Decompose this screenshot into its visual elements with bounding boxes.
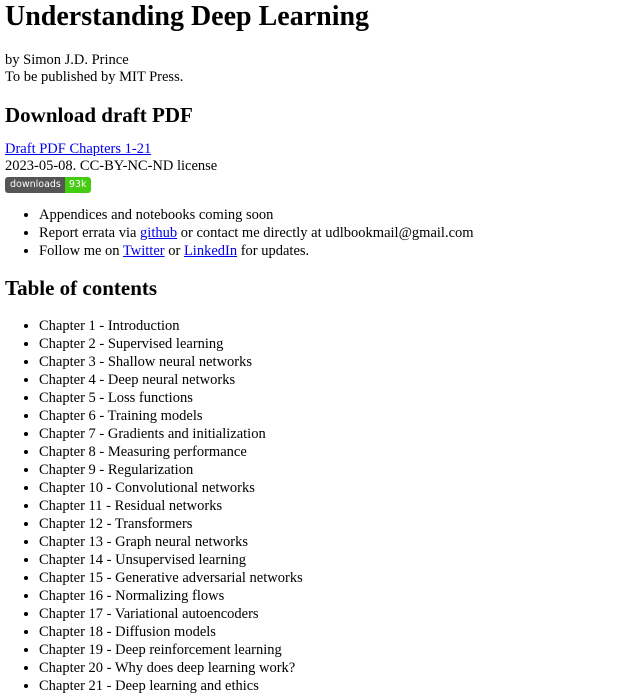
chapter-item: • Chapter 13 - Graph neural networks: [39, 533, 634, 551]
chapter-item: • Chapter 15 - Generative adversarial networks: [39, 569, 634, 587]
chapter-item: • Chapter 20 - Why does deep learning work?: [39, 659, 634, 677]
twitter-link[interactable]: Twitter: [122, 243, 165, 259]
errata-text: Report errata via: [39, 225, 141, 241]
chapter-item: • Chapter 5 - Loss functions: [39, 389, 634, 407]
draft-pdf-link[interactable]: Draft PDF Chapters 1-21: [5, 141, 152, 157]
chapter-item: • Chapter 7 - Gradients and initialization: [39, 425, 634, 443]
chapter-item: • Chapter 21 - Deep learning and ethics: [39, 677, 634, 695]
follow-text: Follow me on: [39, 243, 123, 259]
chapter-item: • Chapter 12 - Transformers: [39, 515, 634, 533]
chapter-item: • Chapter 2 - Supervised learning: [39, 335, 634, 353]
downloads-badge: [5, 177, 91, 193]
chapter-item: • Chapter 8 - Measuring performance: [39, 443, 634, 461]
downloads-badge-label: downloads: [5, 177, 65, 193]
chapter-item: • Chapter 4 - Deep neural networks: [39, 371, 634, 389]
byline: [5, 52, 634, 86]
toc-heading: Table of contents: [5, 276, 158, 300]
chapter-list: [5, 317, 634, 695]
github-link[interactable]: github: [140, 225, 178, 241]
chapter-item: • Chapter 16 - Normalizing flows: [39, 587, 634, 605]
contact-text: or contact me directly at udlbookmail@gmail.com: [177, 225, 474, 241]
appendices-note: Appendices and notebooks coming soon: [39, 207, 274, 223]
chapter-item: • Chapter 18 - Diffusion models: [39, 623, 634, 641]
chapter-item: • Chapter 3 - Shallow neural networks: [39, 353, 634, 371]
author-line: by Simon J.D. Prince: [5, 52, 129, 68]
chapter-item: • Chapter 11 - Residual networks: [39, 497, 634, 515]
chapter-item: • Chapter 19 - Deep reinforcement learning: [39, 641, 634, 659]
publisher-line: To be published by MIT Press.: [5, 69, 184, 85]
list-item: [39, 224, 634, 242]
download-block: [5, 141, 634, 193]
notes-list: [5, 206, 634, 260]
chapter-item: • Chapter 17 - Variational autoencoders: [39, 605, 634, 623]
chapter-item: • Chapter 9 - Regularization: [39, 461, 634, 479]
list-item: [39, 242, 634, 260]
date-license: 2023-05-08. CC-BY-NC-ND license: [5, 158, 218, 174]
chapter-item: • Chapter 1 - Introduction: [39, 317, 634, 335]
page-title: Understanding Deep Learning: [5, 1, 370, 32]
chapter-item: • Chapter 10 - Convolutional networks: [39, 479, 634, 497]
linkedin-link[interactable]: LinkedIn: [183, 243, 238, 259]
or-text: or: [164, 243, 184, 259]
download-heading: Download draft PDF: [5, 103, 193, 127]
list-item: [39, 206, 634, 224]
updates-text: for updates.: [237, 243, 310, 259]
chapter-item: • Chapter 6 - Training models: [39, 407, 634, 425]
chapter-item: • Chapter 14 - Unsupervised learning: [39, 551, 634, 569]
downloads-badge-value: 93k: [65, 177, 92, 193]
